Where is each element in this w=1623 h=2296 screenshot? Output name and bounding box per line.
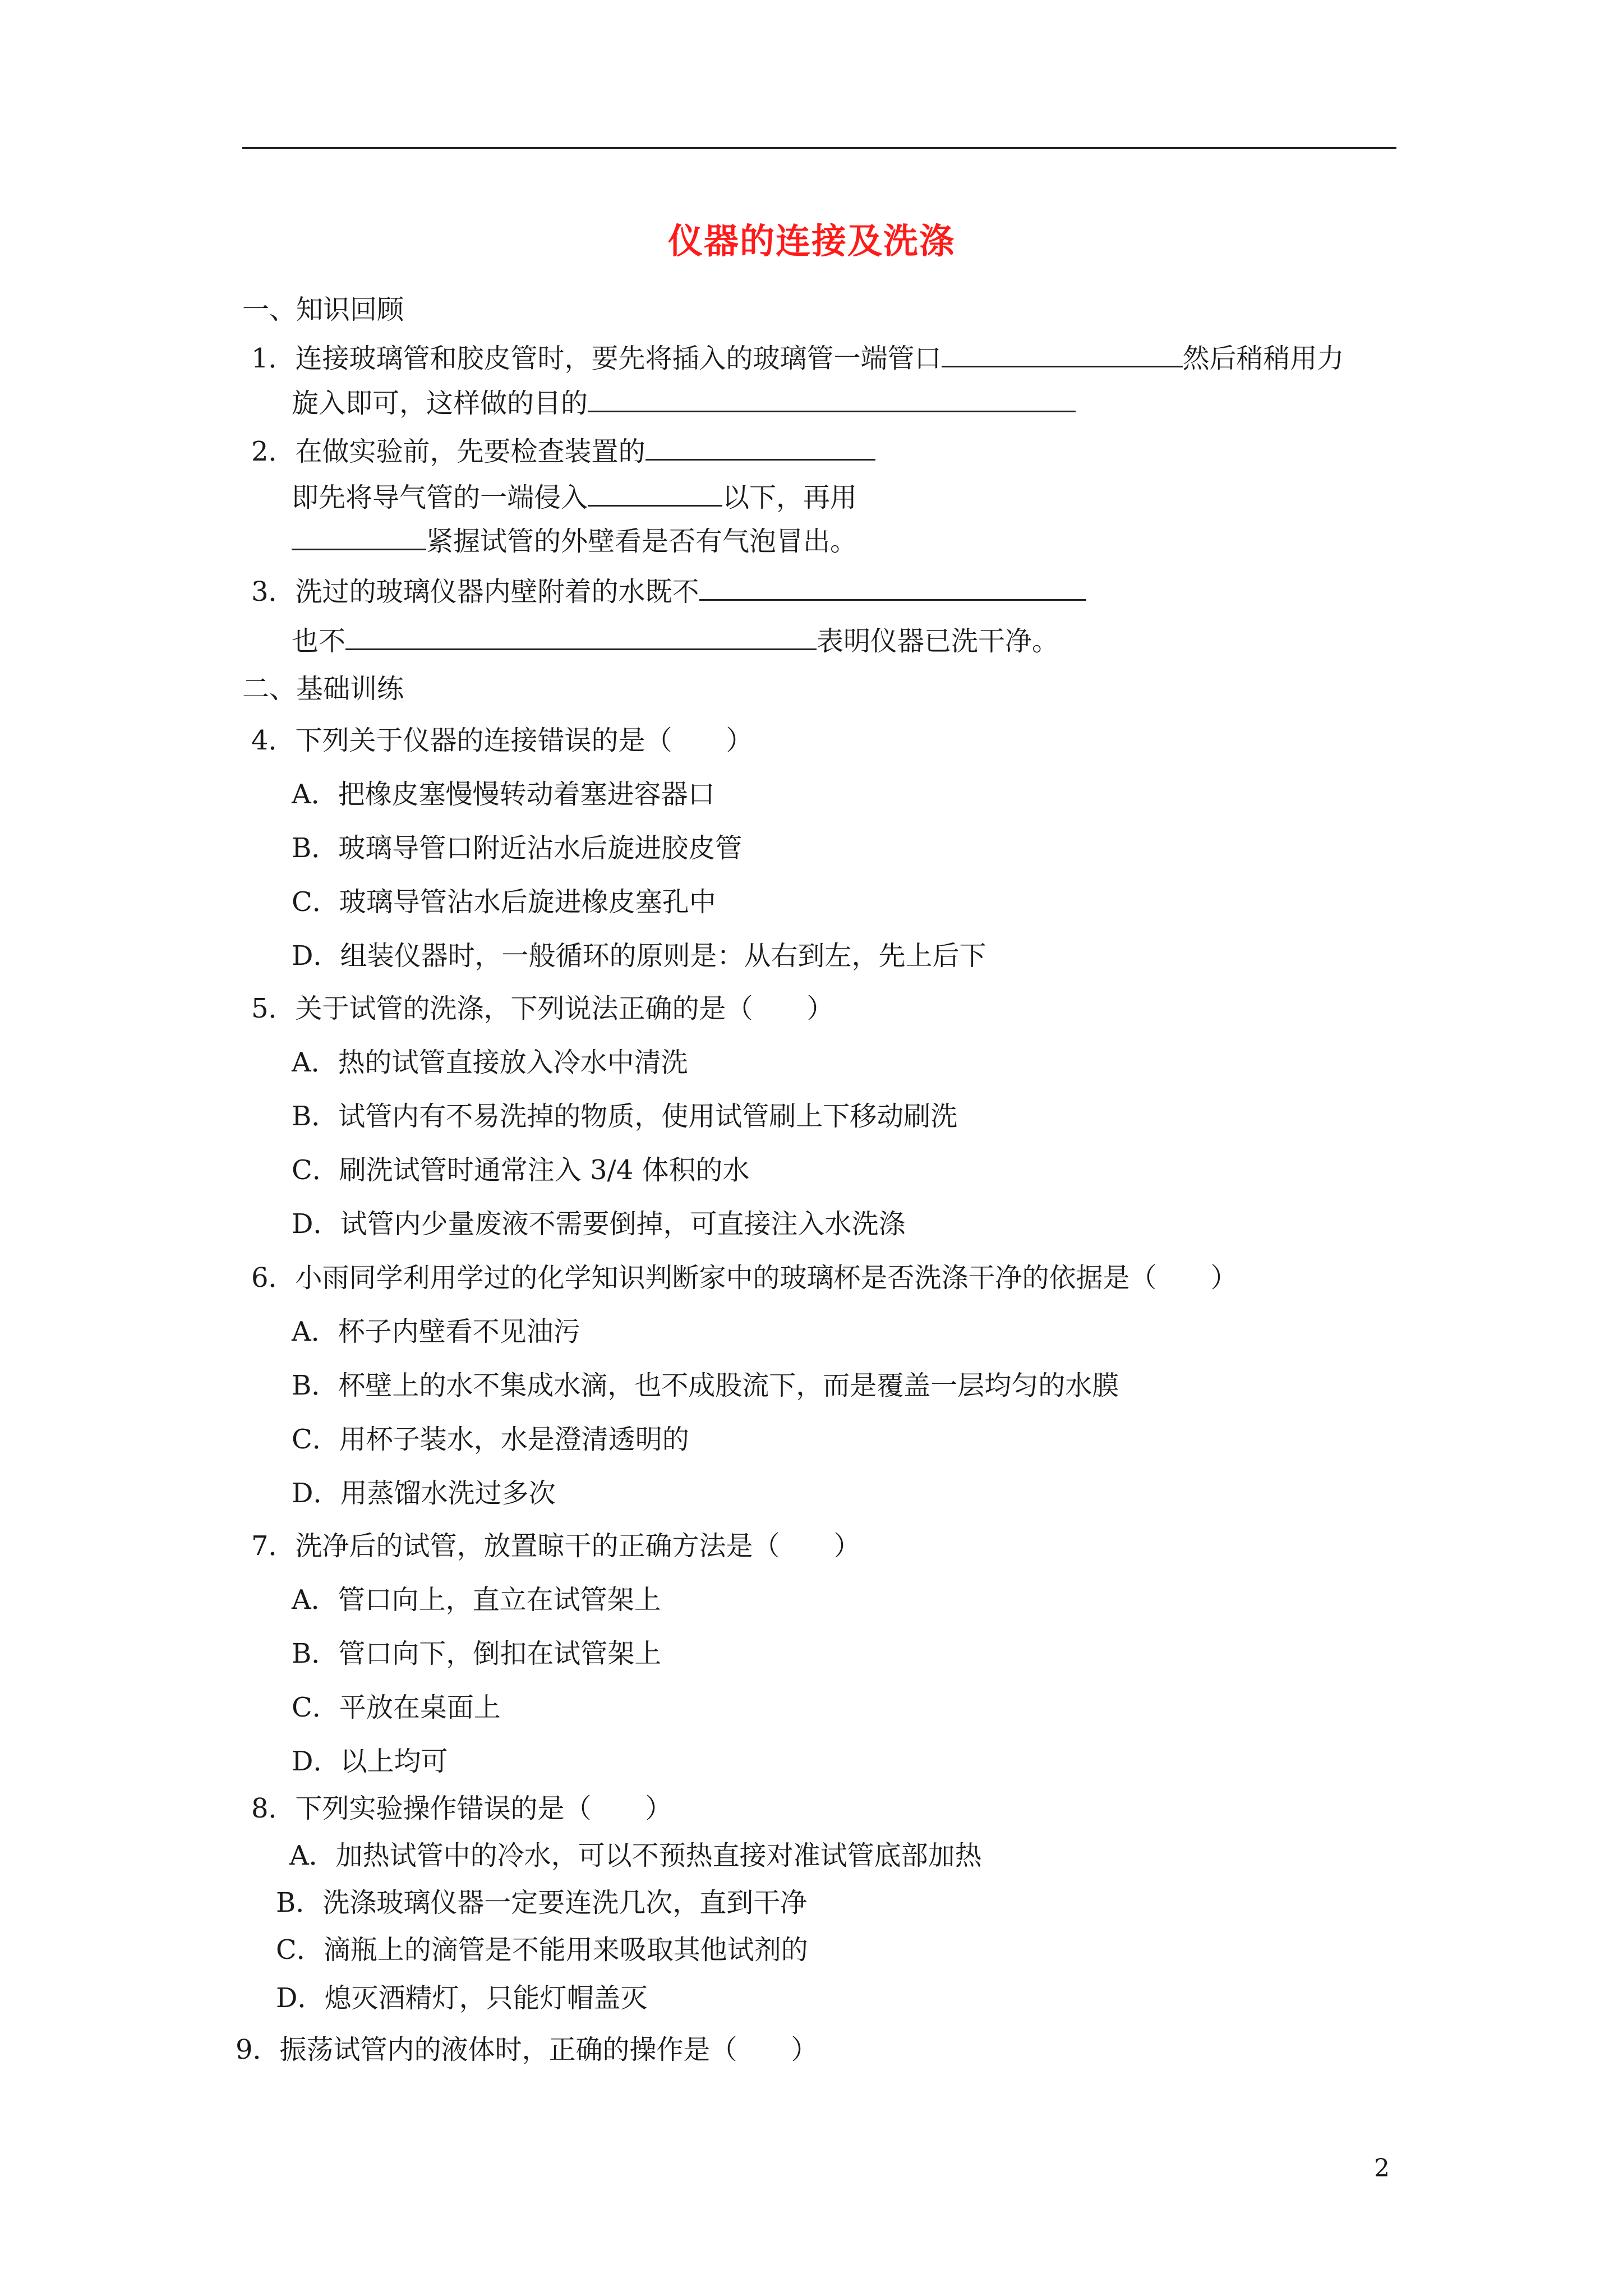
question-4-option-d: D．组装仪器时，一般循环的原则是：从右到左，先上后下 — [292, 940, 986, 972]
question-7-stem: 7．洗净后的试管，放置晾干的正确方法是（ ） — [251, 1530, 861, 1562]
header-rule — [242, 147, 1396, 149]
section-heading-training: 二、基础训练 — [242, 673, 404, 705]
question-1-text-end: 然后稍稍用力 — [1182, 343, 1344, 374]
question-1-purpose: 旋入即可，这样做的目的 — [292, 388, 588, 419]
question-9-stem: 9．振荡试管内的液体时，正确的操作是（ ） — [236, 2034, 818, 2065]
question-4-option-c: C．玻璃导管沾水后旋进橡皮塞孔中 — [292, 886, 716, 918]
question-6-stem: 6．小雨同学利用学过的化学知识判断家中的玻璃杯是否洗涤干净的依据是（ ） — [251, 1262, 1238, 1294]
question-7-option-b: B．管口向下，倒扣在试管架上 — [292, 1638, 662, 1669]
page-number: 2 — [1374, 2154, 1390, 2183]
question-4-option-b: B．玻璃导管口附近沾水后旋进胶皮管 — [292, 832, 743, 864]
question-1-line-1 — [251, 337, 1344, 376]
question-5-option-d: D．试管内少量废液不需要倒掉，可直接注入水洗涤 — [292, 1208, 906, 1240]
question-2-line-2 — [292, 476, 857, 516]
question-3-text-3: 表明仪器已洗干净。 — [817, 625, 1059, 657]
question-5-option-b: B．试管内有不易洗掉的物质，使用试管刷上下移动刷洗 — [292, 1101, 958, 1132]
question-8-option-d: D．熄灭酒精灯，只能灯帽盖灭 — [276, 1982, 648, 2014]
question-2-text-4: 紧握试管的外壁看是否有气泡冒出。 — [426, 526, 857, 557]
question-6-option-a: A．杯子内壁看不见油污 — [292, 1316, 580, 1347]
question-3-line-1 — [251, 570, 1086, 610]
question-1-line-2 — [292, 381, 1076, 421]
answer-blank — [588, 381, 1076, 412]
question-7-option-d: D．以上均可 — [292, 1746, 448, 1777]
question-8-stem: 8．下列实验操作错误的是（ ） — [251, 1793, 672, 1824]
question-5-option-a: A．热的试管直接放入冷水中清洗 — [292, 1047, 688, 1078]
question-4-option-a: A．把橡皮塞慢慢转动着塞进容器口 — [292, 779, 715, 810]
question-6-option-b: B．杯壁上的水不集成水滴，也不成股流下，而是覆盖一层均匀的水膜 — [292, 1370, 1119, 1401]
section-heading-review: 一、知识回顾 — [242, 294, 404, 325]
question-6-option-c: C．用杯子装水，水是澄清透明的 — [292, 1424, 689, 1455]
question-5-stem: 5．关于试管的洗涤，下列说法正确的是（ ） — [251, 993, 834, 1024]
question-1-text: 1．连接玻璃管和胶皮管时，要先将插入的玻璃管一端管口 — [251, 343, 942, 374]
question-2-text: 2．在做实验前，先要检查装置的 — [251, 436, 645, 467]
question-3-text: 3．洗过的玻璃仪器内壁附着的水既不 — [251, 576, 699, 608]
question-5-option-c: C．刷洗试管时通常注入 3/4 体积的水 — [292, 1154, 750, 1186]
answer-blank — [645, 430, 875, 461]
question-4-stem: 4．下列关于仪器的连接错误的是（ ） — [251, 725, 753, 756]
question-3-line-2 — [292, 619, 1059, 659]
question-7-option-a: A．管口向上，直立在试管架上 — [292, 1584, 661, 1616]
question-8-option-a: A．加热试管中的冷水，可以不预热直接对准试管底部加热 — [289, 1840, 982, 1871]
question-3-text-2: 也不 — [292, 625, 346, 657]
answer-blank — [588, 476, 722, 507]
question-6-option-d: D．用蒸馏水洗过多次 — [292, 1478, 556, 1509]
question-7-option-c: C．平放在桌面上 — [292, 1692, 501, 1723]
question-2-text-2: 即先将导气管的一端侵入 — [292, 482, 588, 513]
answer-blank — [699, 570, 1086, 601]
question-2-line-3 — [292, 519, 857, 559]
answer-blank — [942, 337, 1183, 367]
question-2-text-3: 以下，再用 — [722, 482, 857, 513]
answer-blank — [345, 619, 817, 650]
question-8-option-b: B．洗涤玻璃仪器一定要连洗几次，直到干净 — [276, 1887, 808, 1918]
question-2-line-1 — [251, 430, 875, 470]
question-8-option-c: C．滴瓶上的滴管是不能用来吸取其他试剂的 — [276, 1934, 808, 1966]
document-title: 仪器的连接及洗涤 — [667, 220, 955, 261]
answer-blank — [292, 519, 426, 550]
